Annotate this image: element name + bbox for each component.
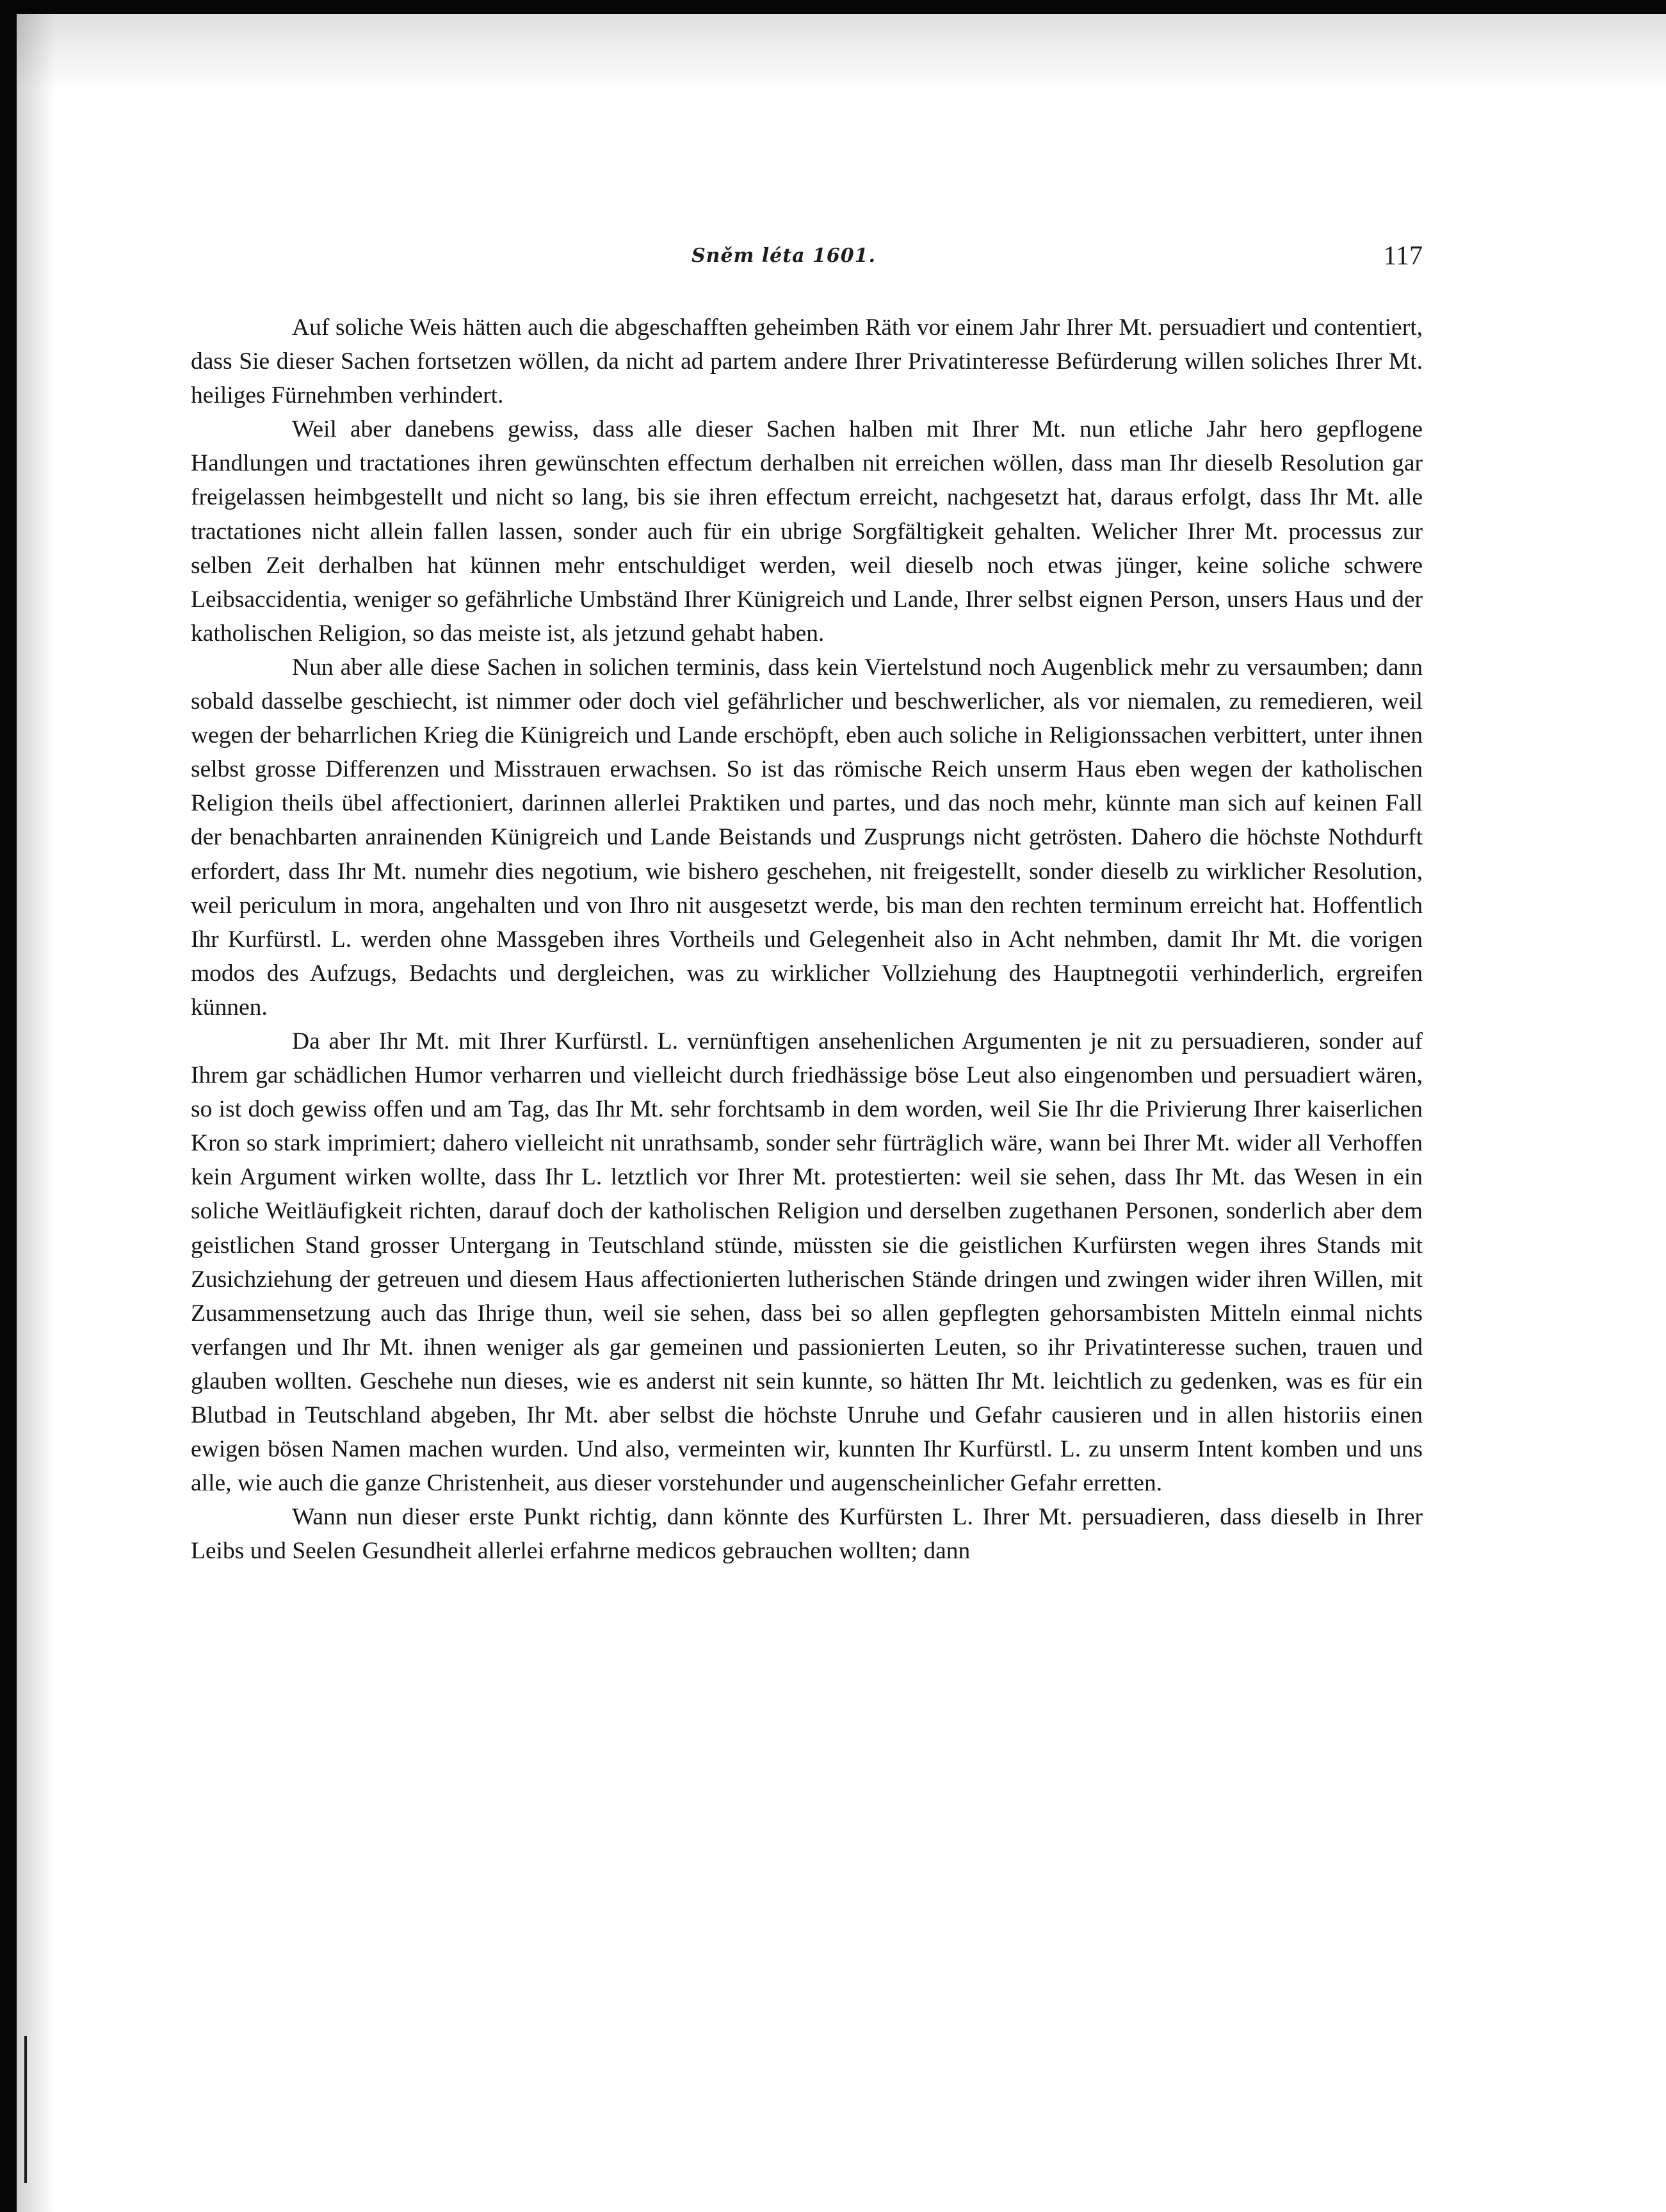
body-text xyxy=(191,311,1423,1568)
paragraph-5: Wann nun dieser erste Punkt richtig, dann könnte des Kurfürsten L. Ihrer Mt. persuadieren, dass dieselb in Ihrer Leibs und Seelen Gesundheit allerlei erfahrne medicos gebrauchen wollten; dann xyxy=(191,1504,1423,1565)
paragraph-2: Weil aber danebens gewiss, dass alle dieser Sachen halben mit Ihrer Mt. nun etliche Jahr hero gepflogene Handlungen und tractationes ihren gewünschten effectum derhalben nit erreichen wöllen, dass man Ihr dieselb Resolution gar freigelassen heimbgestellt und nicht so lang, bis sie ihren effectum erreicht, nachgesetzt hat, daraus erfolgt, dass Ihr Mt. alle tractationes nicht allein fallen lassen, sonder auch für ein ubrige Sorgfältigkeit gehalten. Welicher Ihrer Mt. processus zur selben Zeit derhalben hat künnen mehr entschuldiget werden, weil dieselb noch etwas jünger, keine soliche schwere Leibsaccidentia, weniger so gefährliche Umbständ Ihrer Künigreich und Lande, Ihrer selbst eignen Person, unsers Haus und der katholischen Religion, so das meiste ist, als jetzund gehabt haben. xyxy=(191,416,1423,647)
scan-edge-mark xyxy=(24,2036,27,2183)
running-head: Sněm léta 1601. xyxy=(691,245,876,267)
paragraph-3: Nun aber alle diese Sachen in solichen terminis, dass kein Viertelstund noch Augenblick mehr zu versaumben; dann sobald dasselbe geschiecht, ist nimmer oder doch viel gefährlicher und beschwerlicher, als vor niemalen, zu remedieren, weil wegen der beharrlichen Krieg die Künigreich und Lande erschöpft, eben auch soliche in Religionssachen verbittert, unter ihnen selbst grosse Differenzen und Misstrauen erwachsen. So ist das römische Reich unserm Haus eben wegen der katholischen Religion theils übel affectioniert, darinnen allerlei Praktiken und partes, und das noch mehr, künnte man sich auf keinen Fall der benachbarten anrainenden Künigreich und Lande Beistands und Zusprungs nicht getrösten. Dahero die höchste Nothdurft erfordert, dass Ihr Mt. numehr dies negotium, wie bishero geschehen, nit freigestellt, sonder dieselb zu wirklicher Resolution, weil periculum in mora, angehalten und von Ihro nit ausgesetzt werde, bis man den rechten terminum erreicht hat. Hoffentlich Ihr Kurfürstl. L. werden ohne Massgeben ihres Vortheils und Gelegenheit also in Acht nehmben, damit Ihr Mt. die vorigen modos des Aufzugs, Bedachts und dergleichen, was zu wirklicher Vollziehung des Hauptnegotii verhinderlich, ergreifen künnen. xyxy=(191,654,1423,1021)
scan-border-left xyxy=(0,0,17,2212)
page-number: 117 xyxy=(1383,241,1423,271)
paragraph-1: Auf soliche Weis hätten auch die abgeschafften geheimben Räth vor einem Jahr Ihrer Mt. persuadiert und contentiert, dass Sie dieser Sachen fortsetzen wöllen, da nicht ad partem andere Ihrer Privatinteresse Befürderung willen soliches Ihrer Mt. heiliges Fürnehmben verhindert. xyxy=(191,314,1423,409)
paragraph-4: Da aber Ihr Mt. mit Ihrer Kurfürstl. L. vernünftigen ansehenlichen Argumenten je nit zu persuadieren, sonder auf Ihrem gar schädlichen Humor verharren und vielleicht durch friedhässige böse Leut also eingenomben und persuadiert wären, so ist doch gewiss offen und am Tag, das Ihr Mt. sehr forchtsamb in dem worden, weil Sie Ihr die Privierung Ihrer kaiserlichen Kron so stark imprimiert; dahero vielleicht nit unrathsamb, sonder sehr fürträglich wäre, wann bei Ihrer Mt. wider all Verhoffen kein Argument wirken wollte, dass Ihr L. letztlich vor Ihrer Mt. protestierten: weil sie sehen, dass Ihr Mt. das Wesen in ein soliche Weitläufigkeit richten, darauf doch der katholischen Religion und derselben zugethanen Personen, sonderlich aber dem geistlichen Stand grosser Untergang in Teutschland stünde, müssten sie die geistlichen Kurfürsten wegen ihres Stands mit Zusichziehung der getreuen und diesem Haus affectionierten lutherischen Stände dringen und zwingen wider ihren Willen, mit Zusammensetzung auch das Ihrige thun, weil sie sehen, dass bei so allen gepflegten gehorsambisten Mitteln einmal nichts verfangen und Ihr Mt. ihnen weniger als gar gemeinen und passionierten Leuten, so ihr Privatinteresse suchen, trauen und glauben wollten. Geschehe nun dieses, wie es anderst nit sein kunnte, so hätten Ihr Mt. leichtlich zu gedenken, was es für ein Blutbad in Teutschland abgeben, Ihr Mt. aber selbst die höchste Unruhe und Gefahr causieren und in allen historiis einen ewigen bösen Namen machen wurden. Und also, vermeinten wir, kunnten Ihr Kurfürstl. L. zu unserm Intent komben und uns alle, wie auch die ganze Christenheit, aus dieser vorstehunder und augenscheinlicher Gefahr erretten. xyxy=(191,1028,1423,1497)
scan-shadow-left xyxy=(17,14,55,2212)
scan-border-top xyxy=(0,0,1666,14)
scan-shadow-top xyxy=(17,14,1666,91)
